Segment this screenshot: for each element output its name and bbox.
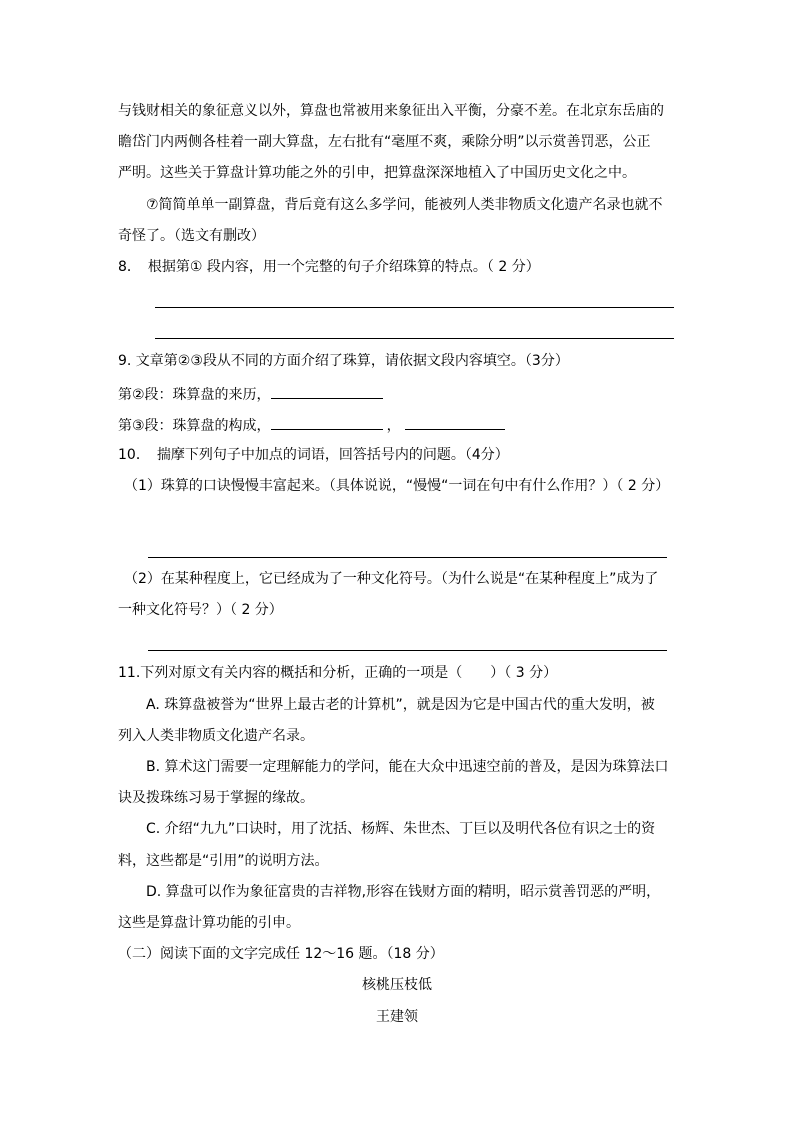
option-b-line-1[interactable]: B. 算术这门需要一定理解能力的学问，能在大众中迅速空前的普及，是因为珠算法口 (146, 759, 669, 775)
blank-q9-structure-2[interactable] (405, 415, 505, 430)
question-11: 11.下列对原文有关内容的概括和分析，正确的一项是（ ）（ 3 分） (118, 665, 558, 681)
passage-line-4: ⑦简简单单一副算盘，背后竟有这么多学问，能被列人类非物质文化遗产名录也就不 (146, 197, 663, 213)
passage-line-5: 奇怪了。（选文有删改） (118, 228, 265, 244)
separator: ， (386, 418, 401, 434)
option-a-line-2[interactable]: 列入人类非物质文化遗产名录。 (118, 728, 314, 744)
passage-line-2: 瞻岱门内两侧各桂着一副大算盘，左右批有“毫厘不爽，乘除分明”以示赏善罚恶，公正 (118, 134, 651, 150)
answer-line-q8-1[interactable] (155, 307, 674, 308)
option-a-line-1[interactable]: A. 珠算盘被誉为“世界上最古老的计算机”，就是因为它是中国古代的重大发明，被 (146, 697, 655, 713)
question-9-item-2 (118, 415, 505, 435)
option-d-line-2[interactable]: 这些是算盘计算功能的引申。 (118, 915, 300, 931)
blank-q9-structure-1[interactable] (271, 415, 383, 430)
section-2-heading: （二）阅读下面的文字完成任 12～16 题。（18 分） (118, 946, 444, 962)
option-c-line-1[interactable]: C. 介绍“九九”口诀时，用了沈括、杨辉、朱世杰、丁巨以及明代各位有识之士的资 (146, 821, 656, 837)
answer-line-q8-2[interactable] (155, 338, 674, 339)
passage-line-3: 严明。这些关于算盘计算功能之外的引申，把算盘深深地植入了中国历史文化之中。 (118, 165, 636, 181)
option-c-line-2[interactable]: 料，这些都是“引用”的说明方法。 (118, 853, 329, 869)
question-8: 8． 根据第① 段内容，用一个完整的句子介绍珠算的特点。（ 2 分） (118, 259, 540, 275)
option-b-line-2[interactable]: 诀及拨珠练习易于掌握的缘故。 (118, 790, 314, 806)
question-10-sub-1: （1）珠算的口诀慢慢丰富起来。（具体说说，“慢慢“一词在句中有什么作用？）（ 2 分） (124, 478, 670, 494)
question-9: 9. 文章第②③段从不同的方面介绍了珠算，请依据文段内容填空。（3分） (118, 353, 569, 369)
blank-q9-origin[interactable] (271, 384, 383, 399)
article-title: 核桃压枝低 (362, 977, 432, 993)
answer-line-q10-2[interactable] (148, 650, 667, 651)
question-10: 10． 揣摩下列句子中加点的词语，回答括号内的问题。（4分） (118, 447, 509, 463)
option-d-line-1[interactable]: D. 算盘可以作为象征富贵的吉祥物,形容在钱财方面的精明，昭示赏善罚恶的严明， (146, 884, 661, 900)
question-10-sub-2-line-1: （2）在某种程度上，它已经成为了一种文化符号。（为什么说是“在某种程度上”成为了 (124, 571, 659, 587)
passage-line-1: 与钱财相关的象征意义以外，算盘也常被用来象征出入平衡，分豪不差。在北京东岳庙的 (118, 103, 664, 119)
question-9-item-1 (118, 384, 383, 404)
question-9-item-1-label: 第②段：珠算盘的来历， (118, 387, 271, 403)
answer-line-q10-1[interactable] (148, 557, 667, 558)
article-author: 王建领 (376, 1009, 418, 1025)
question-9-item-2-label: 第③段：珠算盘的构成， (118, 418, 271, 434)
question-10-sub-2-line-2: 一种文化符号？）（ 2 分） (118, 602, 283, 618)
